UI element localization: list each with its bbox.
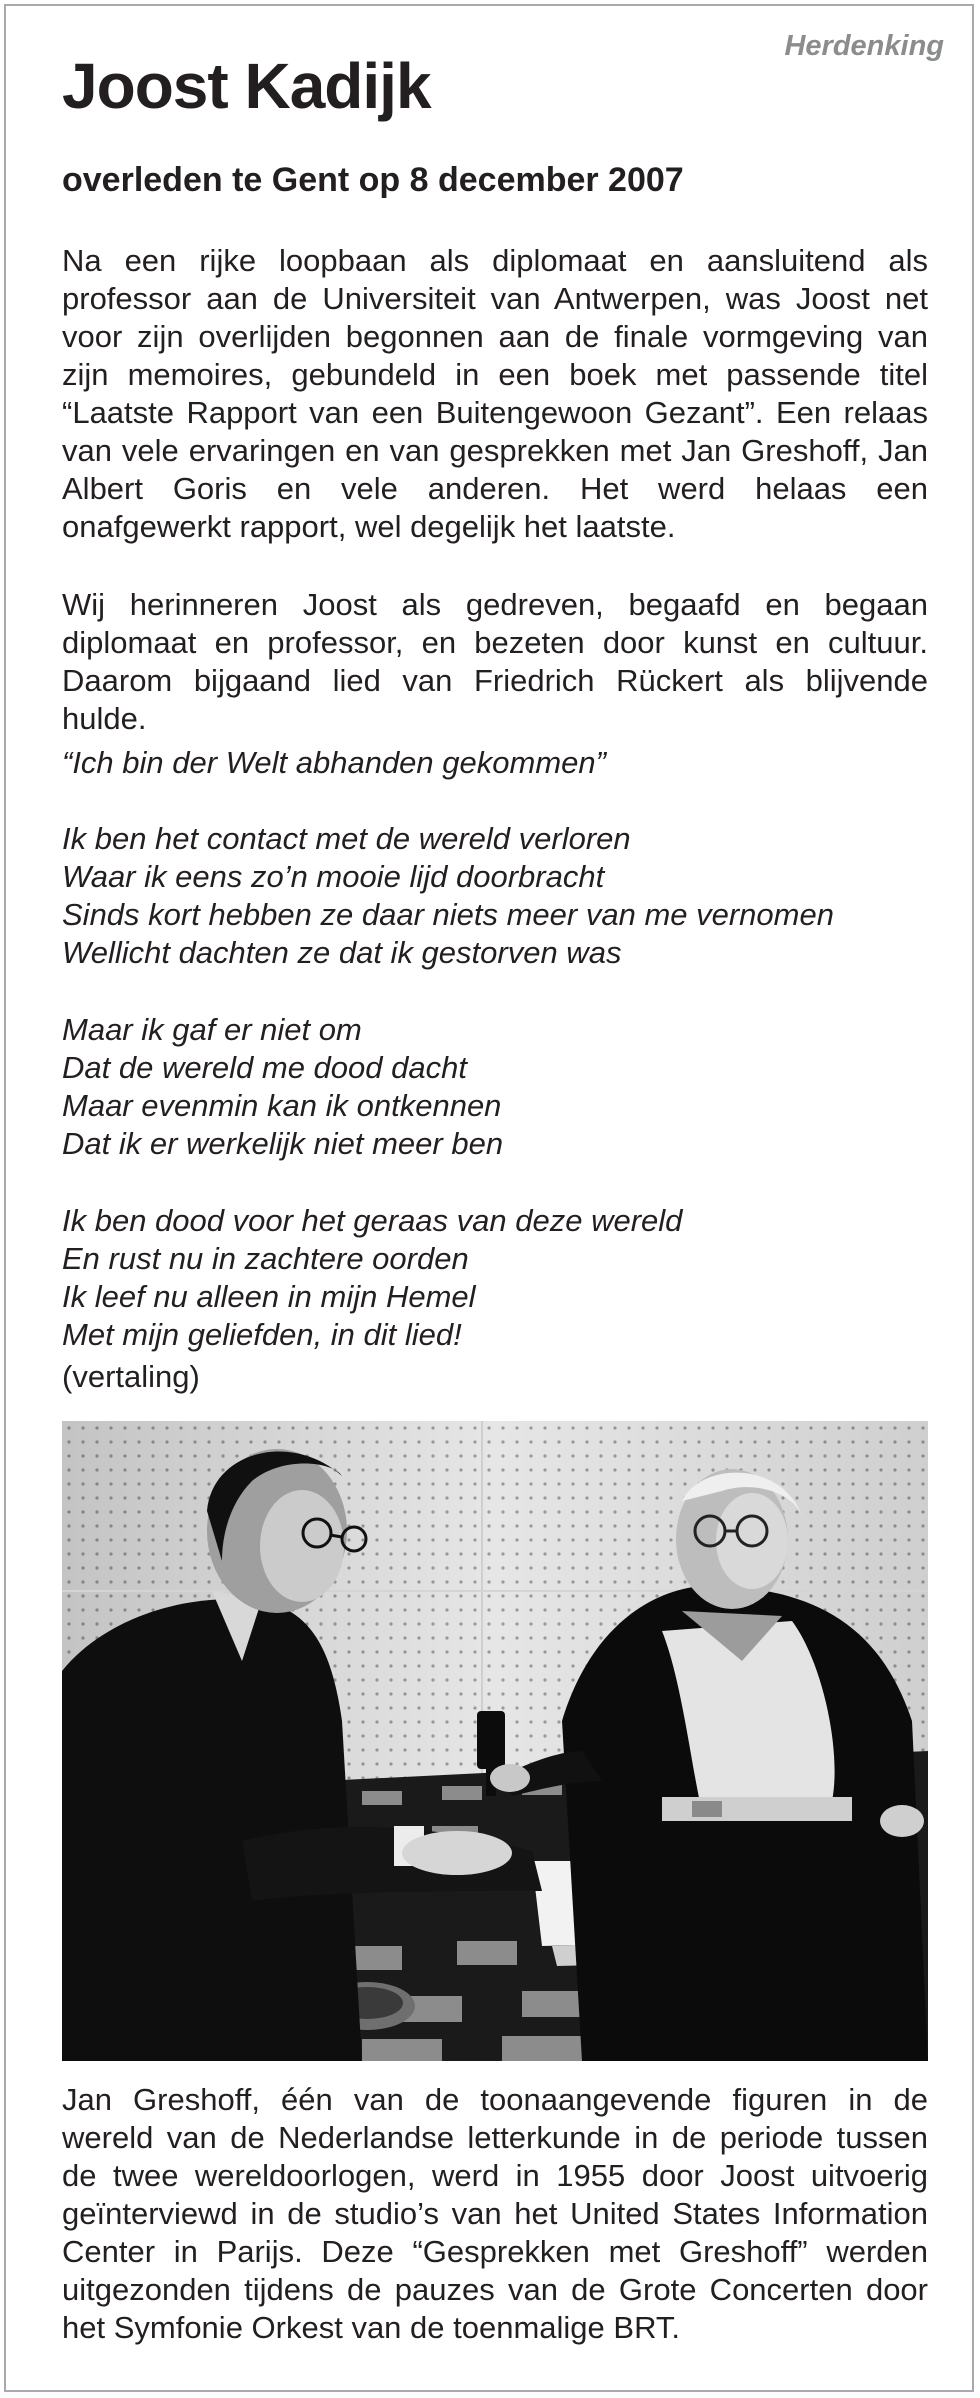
obituary-page [4, 4, 974, 2392]
intro-paragraph-1: Na een rijke loopbaan als diplomaat en aansluitend als professor aan de Universiteit van Antwerpen, was Joost net voor zijn overlijden begonnen aan de finale vormgeving van zijn memoires, gebundeld in een boek met passende titel “Laatste Rapport van een Buitengewoon Gezant”. Een relaas van vele ervaringen en van gesprekken met Jan Greshoff, Jan Albert Goris en vele anderen. Het werd helaas een onafgewerkt rapport, wel degelijk het laatste. [62, 243, 928, 544]
photo-caption: Jan Greshoff, één van de toonaangevende figuren in de wereld van de Nederlandse letterkunde in de periode tussen de twee wereldoorlogen, werd in 1955 door Joost uitvoerig geïnterviewd in de studio’s van het United States Information Center in Parijs. Deze “Gesprekken met Greshoff” werden uitgezonden tijdens de pauzes van de Grote Concerten door het Symfonie Orkest van de toenmalige BRT. [62, 2082, 928, 2345]
translation-note: (vertaling) [62, 1359, 200, 1394]
poem-line: Waar ik eens zo’n mooie lijd doorbracht [62, 859, 605, 894]
poem-stanza-2 [62, 1011, 928, 1163]
poem-line: Sinds kort hebben ze daar niets meer van me vernomen [62, 897, 834, 932]
subtitle: overleden te Gent op 8 december 2007 [62, 161, 684, 199]
poem-line: En rust nu in zachtere oorden [62, 1241, 469, 1276]
page-title: Joost Kadijk [62, 50, 431, 122]
poem-line: Met mijn geliefden, in dit lied! [62, 1317, 462, 1352]
intro-paragraph-2: Wij herinneren Joost als gedreven, begaafd en begaan diplomaat en professor, en bezeten door kunst en cultuur. Daarom bijgaand lied van Friedrich Rückert als blijvende hulde. [62, 587, 928, 736]
poem-line: Ik ben dood voor het geraas van deze wereld [62, 1203, 683, 1238]
interview-photo [62, 1421, 928, 2061]
section-label: Herdenking [784, 30, 944, 62]
poem-title: “Ich bin der Welt abhanden gekommen” [62, 745, 606, 780]
poem-line: Dat ik er werkelijk niet meer ben [62, 1126, 504, 1161]
poem-line: Wellicht dachten ze dat ik gestorven was [62, 935, 622, 970]
poem-line: Dat de wereld me dood dacht [62, 1050, 467, 1085]
poem-stanza-3 [62, 1202, 928, 1354]
poem-stanza-1 [62, 820, 928, 972]
poem-line: Maar ik gaf er niet om [62, 1012, 362, 1047]
poem-line: Ik leef nu alleen in mijn Hemel [62, 1279, 476, 1314]
poem-line: Ik ben het contact met de wereld verloren [62, 821, 631, 856]
poem-line: Maar evenmin kan ik ontkennen [62, 1088, 502, 1123]
